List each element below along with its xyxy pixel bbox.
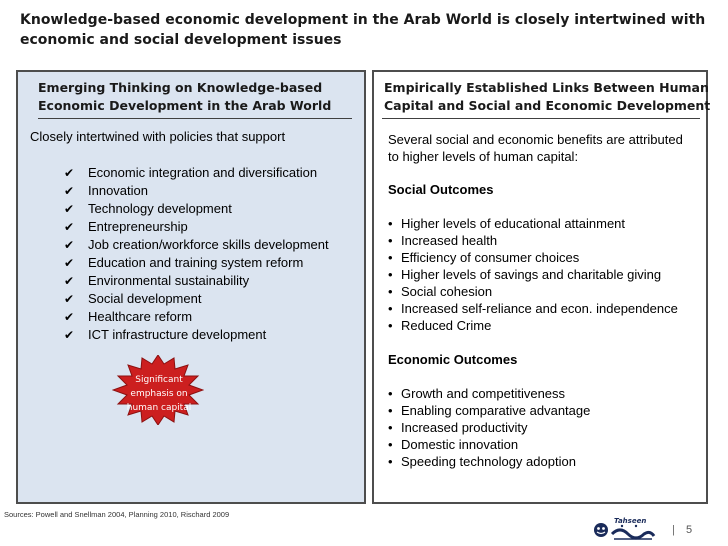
bullet-icon: • <box>388 386 393 401</box>
left-panel-heading-line-2: Economic Development in the Arab World <box>38 98 332 113</box>
list-item: • Increased productivity <box>388 420 528 435</box>
list-item: • Speeding technology adoption <box>388 454 576 469</box>
left-panel-heading-line-1: Emerging Thinking on Knowledge-based <box>38 80 323 95</box>
list-item: ✔ Social development <box>64 291 202 306</box>
right-panel-heading-line-1: Empirically Established Links Between Human <box>384 80 709 95</box>
checkmark-icon: ✔ <box>64 220 75 234</box>
checkmark-icon: ✔ <box>64 256 75 270</box>
list-item: • Reduced Crime <box>388 318 492 333</box>
tahseen-logo <box>592 514 658 544</box>
checkmark-icon: ✔ <box>64 292 75 306</box>
checkmark-icon: ✔ <box>64 238 75 252</box>
logo-wordmark: Tahseen <box>614 517 647 525</box>
page-number: 5 <box>686 524 693 536</box>
economic-outcomes-list <box>388 385 590 470</box>
checkmark-icon: ✔ <box>64 328 75 342</box>
bullet-icon: • <box>388 437 393 452</box>
list-item: ✔ Healthcare reform <box>64 309 193 324</box>
right-panel-heading-rule <box>382 118 700 119</box>
bullet-icon: • <box>388 454 393 469</box>
social-outcomes-list <box>388 215 678 334</box>
slide-title-line-1: Knowledge-based economic development in the Arab World is closely intertwined with <box>20 12 706 28</box>
left-panel-heading-rule <box>38 118 352 119</box>
bullet-icon: • <box>388 318 393 333</box>
left-panel-intro: Closely intertwined with policies that support <box>30 129 286 144</box>
list-item: • Enabling comparative advantage <box>388 403 591 418</box>
slide-title <box>20 10 710 50</box>
list-item: • Domestic innovation <box>388 437 519 452</box>
checkmark-icon: ✔ <box>64 202 75 216</box>
economic-outcomes-heading: Economic Outcomes <box>388 352 518 367</box>
bullet-icon: • <box>388 216 393 231</box>
right-panel-heading-line-2: Capital and Social and Economic Development <box>384 98 711 113</box>
list-item: • Efficiency of consumer choices <box>388 250 580 265</box>
bullet-icon: • <box>388 420 393 435</box>
checkmark-icon: ✔ <box>64 274 75 288</box>
policy-checklist <box>64 164 329 344</box>
right-panel-intro-line-2: to higher levels of human capital: <box>388 149 579 164</box>
list-item: ✔ Technology development <box>64 201 232 216</box>
checkmark-icon: ✔ <box>64 166 75 180</box>
slide-title-line-2: economic and social development issues <box>20 32 342 48</box>
bullet-icon: • <box>388 284 393 299</box>
list-item: ✔ Job creation/workforce skills development <box>64 237 329 252</box>
list-item: • Higher levels of savings and charitable giving <box>388 267 662 282</box>
list-item: ✔ ICT infrastructure development <box>64 327 267 342</box>
sources-note: Sources: Powell and Snellman 2004, Planning 2010, Rischard 2009 <box>4 510 230 519</box>
list-item: ✔ Entrepreneurship <box>64 219 188 234</box>
page-separator: | <box>672 524 675 536</box>
callout-text: Significant emphasis on human capital <box>126 375 192 413</box>
bullet-icon: • <box>388 233 393 248</box>
right-panel-intro-line-1: Several social and economic benefits are attributed <box>388 132 683 147</box>
social-outcomes-heading: Social Outcomes <box>388 182 494 197</box>
bullet-icon: • <box>388 250 393 265</box>
list-item: • Higher levels of educational attainment <box>388 216 626 231</box>
list-item: ✔ Economic integration and diversification <box>64 165 318 180</box>
list-item: • Increased self-reliance and econ. independence <box>388 301 678 316</box>
bullet-icon: • <box>388 267 393 282</box>
list-item: • Social cohesion <box>388 284 493 299</box>
list-item: ✔ Education and training system reform <box>64 255 304 270</box>
checkmark-icon: ✔ <box>64 184 75 198</box>
list-item: ✔ Innovation <box>64 183 148 198</box>
bullet-icon: • <box>388 403 393 418</box>
list-item: • Growth and competitiveness <box>388 386 566 401</box>
list-item: ✔ Environmental sustainability <box>64 273 250 288</box>
checkmark-icon: ✔ <box>64 310 75 324</box>
bullet-icon: • <box>388 301 393 316</box>
list-item: • Increased health <box>388 233 498 248</box>
